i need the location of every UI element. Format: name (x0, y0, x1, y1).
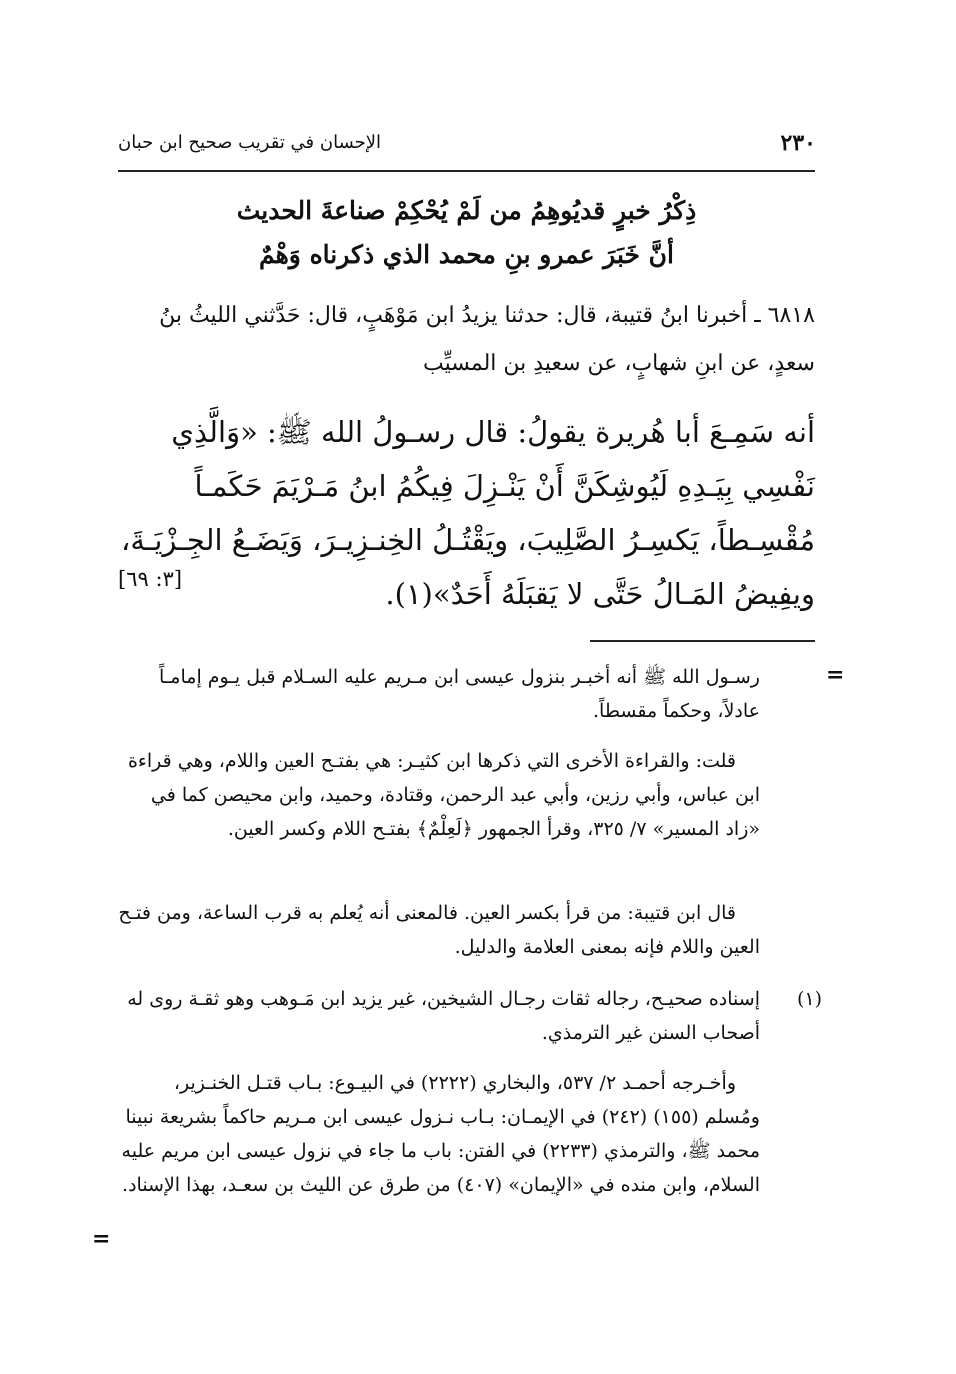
footnote-1-number: (١) (796, 988, 822, 1010)
footnote-qultu-text: قلت: والقراءة الأخرى التي ذكرها ابن كثيـر: هي بفتـح العين واللام، وهي قراءة ابن عباس، وأبي رزين، وأبي عبد الرحمن، وقتادة، وحميد، وابن محيصن كما في «زاد المسير» ٧/ ٣٢٥، وقرأ الجمهور ﴿لَعِلْمٌ﴾ بفتـح اللام وكسر العين. (127, 750, 760, 840)
footnote-ibn-qutayba (118, 896, 760, 964)
hadith-isnad: ٦٨١٨ ـ أخبرنا ابنُ قتيبة، قال: حدثنا يزيدُ ابن مَوْهَبٍ، قال: حَدَّثني الليثُ بنُ سعدٍ، عن ابنِ شهابٍ، عن سعيدِ بن المسيِّب (159, 303, 815, 376)
chapter-heading-line-1: ذِكْرُ خبرٍ قديُوهِمُ من لَمْ يُحْكِمْ صناعةَ الحديث (236, 196, 697, 225)
page-number: ٢٣٠ (780, 130, 816, 156)
hadith-matn: أنه سَمِـعَ أبا هُريرة يقولُ: قال رسـولُ الله ﷺ: «وَالَّذِي نَفْسِي بِيَـدِهِ لَيُوشِكَنَّ أَنْ يَنْـزِلَ فِيكُمُ ابنُ مَـرْيَمَ حَكَمـاً مُقْسِـطاً، يَكسِـرُ الصَّلِيبَ، ويَقْتُـلُ الخِنـزِيـرَ، وَيَضَـعُ الجِـزْيَـةَ، ويفِيضُ المَـالُ حَتَّى لا يَقبَلَهُ أَحَدٌ»(١). (120, 415, 815, 611)
header-rule (118, 170, 815, 172)
footnote-1-takhrij (118, 1066, 760, 1202)
footnote-ibn-qutayba-text: قال ابن قتيبة: من قرأ بكسر العين. فالمعنى أنه يُعلم به قرب الساعة، ومن فتـح العين واللام فإنه بمعنى العلامة والدليل. (118, 902, 760, 958)
continuation-mark: = (826, 662, 845, 688)
footnote-1-takhrij-text: وأخـرجه أحمـد ٢/ ٥٣٧، والبخاري (٢٢٢٢) في البيـوع: بـاب قتـل الخنـزير، ومُسلم (١٥٥) (٢٤٢) في الإيمـان: بـاب نـزول عيسى ابن مـريم حاكماً بشريعة نبينا محمد ﷺ، والترمذي (٢٢٣٣) في الفتن: باب ما جاء في نزول عيسى ابن مريم عليه السلام، وابن منده في «الإيمان» (٤٠٧) من طرق عن الليث بن سعـد، بهذا الإسناد. (121, 1072, 760, 1196)
running-title: الإحسان في تقريب صحيح ابن حبان (118, 132, 382, 153)
chapter-heading-line-2: أنَّ خَبَرَ عمرو بنِ محمد الذي ذكرناه وَهْمٌ (258, 240, 674, 269)
hadith-reference: [٣: ٦٩] (118, 567, 183, 591)
footnote-continuation-text: رسـول الله ﷺ أنه أخبـر بنزول عيسى ابن مـريم عليه السـلام قبل يـوم إمامـاً عادلاً، وحكماً مقسطاً. (158, 666, 760, 722)
footnote-separator (590, 640, 815, 642)
footnote-1-text: إسناده صحيـح، رجاله ثقات رجـال الشيخين، غير يزيد ابن مَـوهب وهو ثقـة روى له أصحاب السنن غير الترمذي. (127, 988, 760, 1044)
footnote-1 (118, 982, 760, 1050)
footnote-continuation (118, 660, 760, 728)
footnote-qultu (118, 744, 760, 846)
end-continuation-mark: = (92, 1226, 111, 1252)
